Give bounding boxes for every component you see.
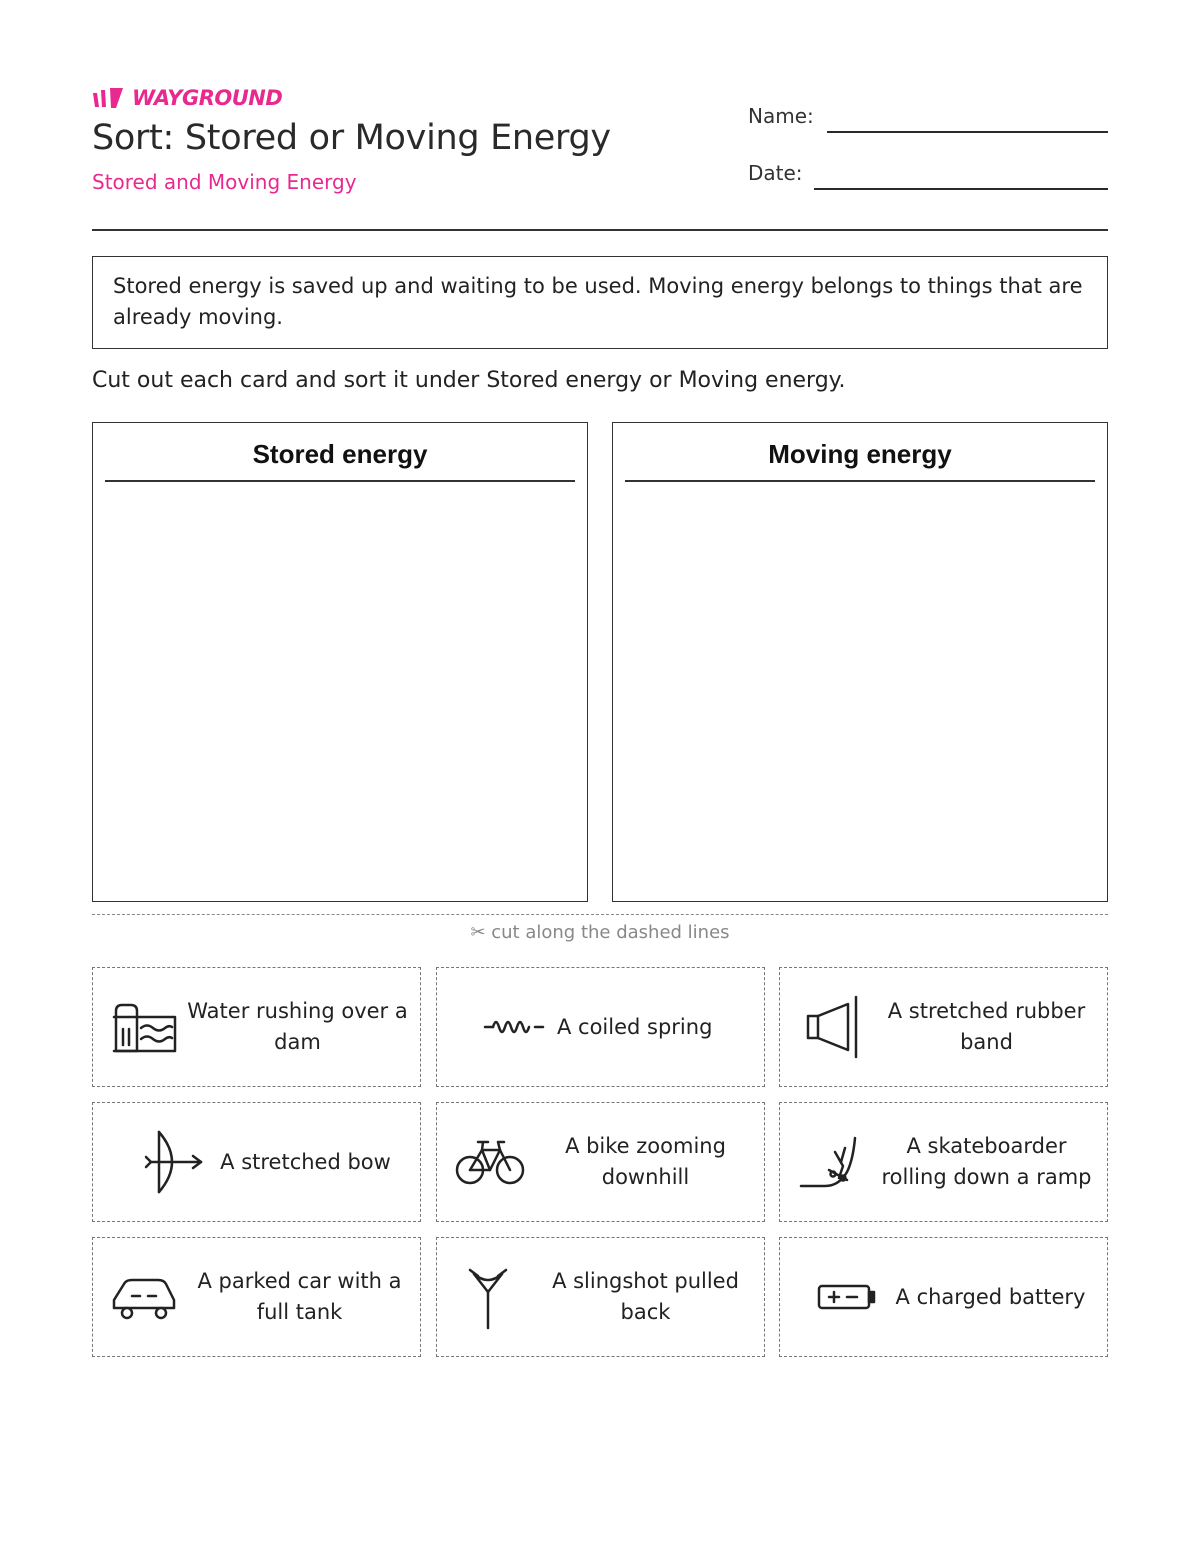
card-label: A parked car with a full tank (197, 1269, 402, 1324)
card-car[interactable] (92, 1237, 421, 1357)
brand-logo (92, 86, 282, 110)
card-label: Water rushing over a dam (187, 999, 408, 1054)
name-label: Name: (748, 104, 814, 128)
card-spring[interactable] (436, 967, 765, 1087)
card-rubber-band[interactable] (779, 967, 1108, 1087)
car-icon (103, 1238, 185, 1356)
card-label: A bike zooming downhill (565, 1134, 726, 1189)
page-subtitle: Stored and Moving Energy (92, 170, 357, 194)
cut-note: ✂ cut along the dashed lines (470, 922, 730, 943)
dam-icon (103, 968, 185, 1086)
spring-icon (477, 968, 553, 1086)
column-title-stored: Stored energy (252, 439, 428, 469)
date-field[interactable] (814, 188, 1108, 190)
page-title: Sort: Stored or Moving Energy (92, 118, 611, 158)
bicycle-icon (447, 1103, 533, 1221)
column-divider (105, 480, 575, 482)
intro-box (92, 256, 1108, 349)
card-bike[interactable] (436, 1102, 765, 1222)
card-skateboarder[interactable] (779, 1102, 1108, 1222)
card-slingshot[interactable] (436, 1237, 765, 1357)
rubber-band-icon (790, 968, 872, 1086)
column-title-moving: Moving energy (768, 439, 952, 469)
wayground-logo-icon (92, 87, 126, 109)
brand-name: WAYGROUND (132, 86, 283, 110)
instruction-text: Cut out each card and sort it under Stored energy or Moving energy. (92, 368, 846, 393)
header-divider (92, 229, 1108, 231)
cut-line (92, 914, 1108, 915)
card-label: A stretched bow (220, 1149, 391, 1174)
moving-energy-column[interactable] (612, 422, 1108, 902)
card-battery[interactable] (779, 1237, 1108, 1357)
card-dam[interactable] (92, 967, 421, 1087)
card-label: A slingshot pulled back (552, 1269, 739, 1324)
bow-and-arrow-icon (123, 1103, 213, 1221)
card-bow[interactable] (92, 1102, 421, 1222)
skateboard-ramp-icon (790, 1103, 876, 1221)
stored-energy-column[interactable] (92, 422, 588, 902)
column-divider (625, 480, 1095, 482)
card-label: A stretched rubber band (887, 999, 1086, 1054)
intro-text: Stored energy is saved up and waiting to be used. Moving energy belongs to things that are already moving. (113, 274, 1083, 329)
card-label: A coiled spring (557, 1014, 713, 1039)
name-field[interactable] (827, 131, 1108, 133)
battery-icon (806, 1238, 888, 1356)
card-label: A skateboarder rolling down a ramp (881, 1134, 1092, 1189)
card-label: A charged battery (895, 1284, 1086, 1309)
slingshot-icon (451, 1238, 525, 1356)
date-label: Date: (748, 161, 803, 185)
